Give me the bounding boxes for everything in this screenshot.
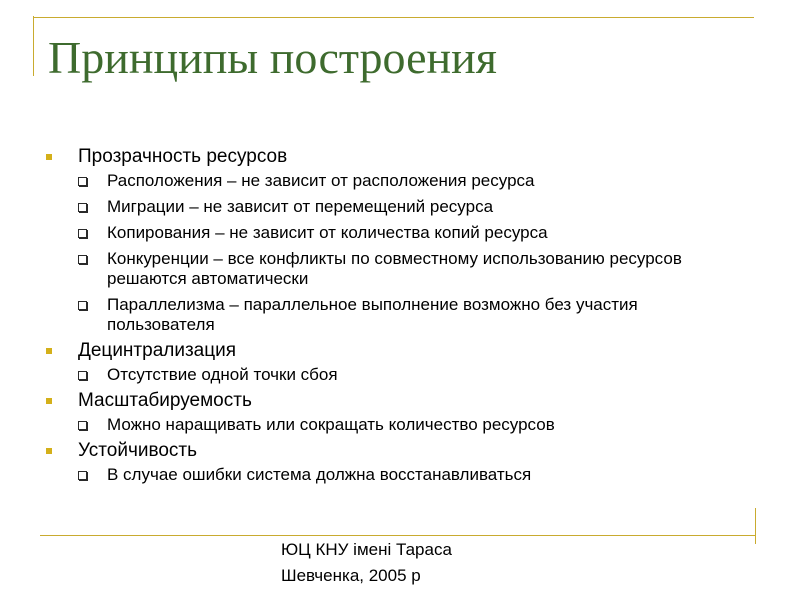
- sub-bullet-item: [78, 197, 736, 217]
- square-bullet-icon: [46, 398, 52, 404]
- square-bullet-icon: [46, 154, 52, 160]
- slide-title: Принципы построения: [48, 32, 497, 83]
- bullet-list: [46, 145, 736, 489]
- sub-bullet-label: Миграции – не зависит от перемещений ресурса: [107, 197, 494, 216]
- sub-bullet-item: [78, 295, 736, 335]
- sub-bullet-item: [78, 415, 736, 435]
- checkbox-bullet-icon: [78, 371, 87, 380]
- sub-bullet-label: В случае ошибки система должна восстанавливаться: [107, 465, 532, 484]
- bullet-item-scalability: [46, 389, 736, 435]
- sub-bullet-item: [78, 249, 736, 289]
- sub-bullet-label: Можно наращивать или сокращать количество ресурсов: [107, 415, 555, 434]
- sub-bullet-list: [78, 465, 736, 485]
- checkbox-bullet-icon: [78, 421, 87, 430]
- bullet-label: Прозрачность ресурсов: [78, 146, 288, 167]
- slide-footer: [281, 537, 452, 589]
- sub-bullet-list: [78, 171, 736, 335]
- footer-line-2: Шевченка, 2005 р: [281, 566, 421, 585]
- sub-bullet-list: [78, 365, 736, 385]
- bullet-item-transparency: [46, 145, 736, 335]
- footer-line-1: ЮЦ КНУ імені Тараса: [281, 540, 452, 559]
- sub-bullet-label: Отсутствие одной точки сбоя: [107, 365, 338, 384]
- checkbox-bullet-icon: [78, 255, 87, 264]
- bullet-item-resilience: [46, 439, 736, 485]
- bullet-label: Устойчивость: [78, 440, 198, 461]
- bullet-label: Масштабируемость: [78, 390, 252, 411]
- square-bullet-icon: [46, 448, 52, 454]
- sub-bullet-label: Параллелизма – параллельное выполнение возможно без участия пользователя: [107, 295, 638, 334]
- bullet-label: Децинтрализация: [78, 340, 237, 361]
- sub-bullet-item: [78, 223, 736, 243]
- checkbox-bullet-icon: [78, 229, 87, 238]
- sub-bullet-list: [78, 415, 736, 435]
- left-divider-line: [33, 16, 34, 76]
- top-divider-line: [34, 17, 754, 18]
- checkbox-bullet-icon: [78, 203, 87, 212]
- sub-bullet-item: [78, 465, 736, 485]
- sub-bullet-item: [78, 365, 736, 385]
- sub-bullet-label: Расположения – не зависит от расположения ресурса: [107, 171, 535, 190]
- bottom-divider-line: [40, 535, 755, 536]
- sub-bullet-label: Конкуренции – все конфликты по совместному использованию ресурсов решаются автоматически: [107, 249, 682, 288]
- sub-bullet-item: [78, 171, 736, 191]
- square-bullet-icon: [46, 348, 52, 354]
- right-divider-line: [755, 508, 756, 544]
- bullet-item-decentralization: [46, 339, 736, 385]
- sub-bullet-label: Копирования – не зависит от количества копий ресурса: [107, 223, 548, 242]
- checkbox-bullet-icon: [78, 177, 87, 186]
- checkbox-bullet-icon: [78, 301, 87, 310]
- checkbox-bullet-icon: [78, 471, 87, 480]
